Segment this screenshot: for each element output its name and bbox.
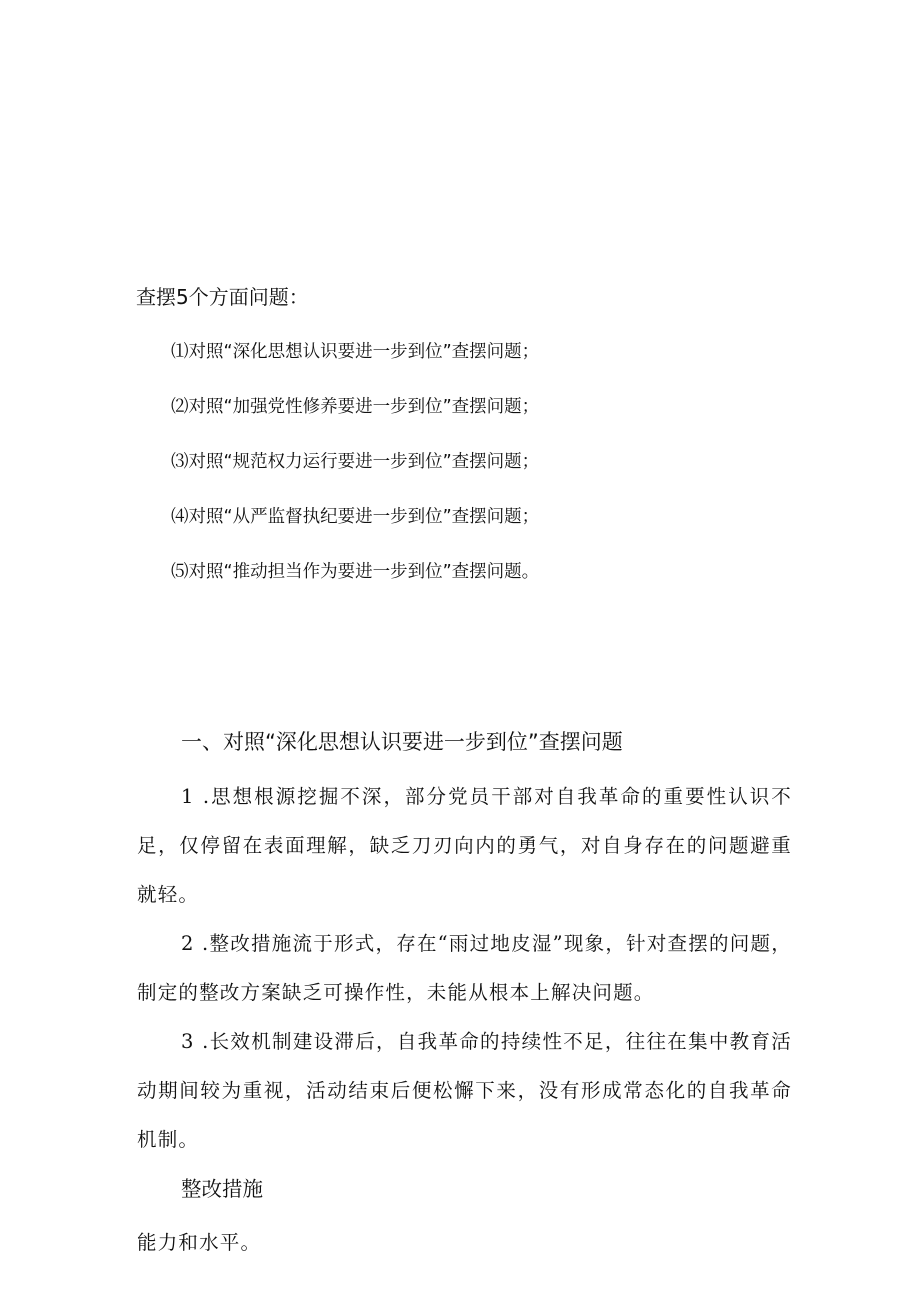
intro-title: 查摆5个方面问题：: [136, 285, 309, 309]
paragraph-1: 1 .思想根源挖掘不深，部分党员干部对自我革命的重要性认识不足，仅停留在表面理解，缺乏刀刃向内的勇气，对自身存在的问题避重就轻。: [137, 785, 792, 906]
list-item: ⑴对照“深化思想认识要进一步到位”查摆问题；: [171, 342, 540, 362]
paragraph-2: 2 .整改措施流于形式，存在“雨过地皮湿”现象，针对查摆的问题，制定的整改方案缺乏可操作性，未能从根本上解决问题。: [137, 932, 792, 1004]
tail-text: 能力和水平。: [137, 1231, 262, 1254]
list-item: ⑵对照“加强党性修养要进一步到位”查摆问题；: [171, 397, 540, 417]
issue-list: [171, 340, 539, 615]
rectification-heading: 整改措施: [181, 1177, 263, 1201]
paragraph-3: 3 .长效机制建设滞后，自我革命的持续性不足，往往在集中教育活动期间较为重视，活动结束后便松懈下来，没有形成常态化的自我革命机制。: [137, 1030, 792, 1151]
list-item: ⑷对照“从严监督执纪要进一步到位”查摆问题；: [171, 507, 540, 527]
section-heading: 一、对照“深化思想认识要进一步到位”查摆问题: [181, 730, 623, 754]
list-item: ⑸对照“推动担当作为要进一步到位”查摆问题。: [171, 562, 540, 582]
section-body: [137, 772, 792, 1164]
list-item: ⑶对照“规范权力运行要进一步到位”查摆问题；: [171, 452, 540, 472]
